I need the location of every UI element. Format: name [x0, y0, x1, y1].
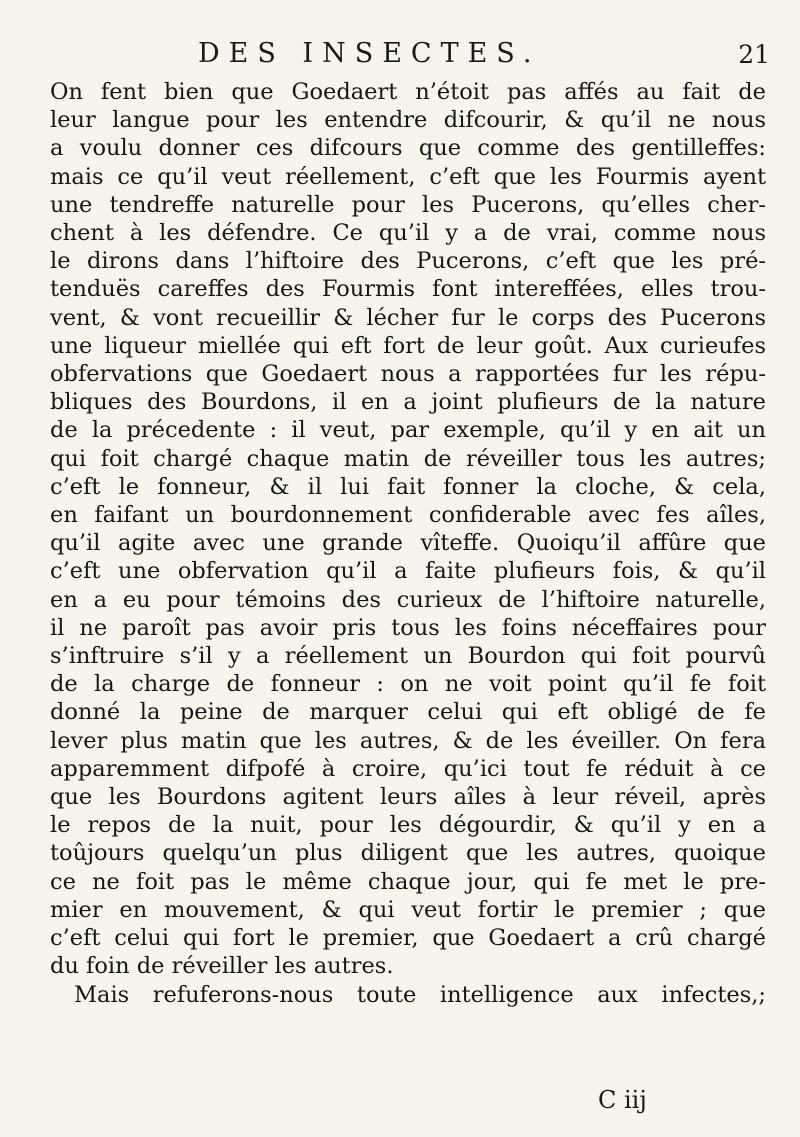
text-line: toûjours quelqu’un plus diligent que les autres, quoique	[50, 840, 766, 867]
page-number: 21	[738, 40, 770, 69]
text-line: c’eft une obfervation qu’il a faite plufieurs fois, & qu’il	[50, 558, 766, 585]
text-line: chent à les défendre. Ce qu’il y a de vrai, comme nous	[50, 220, 766, 247]
text-line: de la charge de fonneur : on ne voit point qu’il fe foit	[50, 671, 766, 698]
body-text	[50, 78, 766, 1009]
text-line: le repos de la nuit, pour les dégourdir, & qu’il y en a	[50, 812, 766, 839]
text-line: du foin de réveiller les autres.	[50, 953, 394, 980]
text-line: Mais refuferons-nous toute intelligence aux infectes,;	[74, 981, 766, 1008]
text-line: mier en mouvement, & qui veut fortir le premier ; que	[50, 896, 766, 923]
text-line: lever plus matin que les autres, & de les éveiller. On fera	[50, 727, 766, 754]
text-line: donné la peine de marquer celui qui eft obligé de fe	[50, 699, 766, 726]
text-line: c’eft celui qui fort le premier, que Goedaert a crû chargé	[50, 925, 766, 952]
text-line: a voulu donner ces difcours que comme des gentilleffes:	[50, 135, 766, 162]
signature-mark: C iij	[598, 1086, 647, 1114]
text-line: de la précedente : il veut, par exemple, qu’il y en ait un	[50, 417, 766, 444]
text-line: mais ce qu’il veut réellement, c’eft que les Fourmis ayent	[50, 163, 766, 190]
text-line: une tendreffe naturelle pour les Pucerons, qu’elles cher-	[50, 191, 766, 218]
text-line: en faifant un bourdonnement confiderable avec fes aîles,	[50, 502, 766, 529]
text-line: qui foit chargé chaque matin de réveiller tous les autres;	[50, 445, 766, 472]
text-line: que les Bourdons agitent leurs aîles à leur réveil, après	[50, 784, 766, 811]
text-line: tenduës careffes des Fourmis font intereffées, elles trou-	[50, 276, 766, 303]
text-line: c’eft le fonneur, & il lui fait fonner la cloche, & cela,	[50, 473, 766, 500]
text-line: ce ne foit pas le même chaque jour, qui fe met le pre-	[50, 868, 766, 895]
text-line: apparemment difpofé à croire, qu’ici tout fe réduit à ce	[50, 755, 766, 782]
text-line: qu’il agite avec une grande vîteffe. Quoiqu’il affûre que	[50, 530, 766, 557]
text-line: une liqueur miellée qui eft fort de leur goût. Aux curieufes	[50, 332, 766, 359]
text-line: s’inftruire s’il y a réellement un Bourdon qui foit pourvû	[50, 643, 766, 670]
text-line: On fent bien que Goedaert n’étoit pas affés au fait de	[50, 79, 766, 105]
page-header	[190, 38, 770, 78]
text-line: obfervations que Goedaert nous a rapportées fur les répu-	[50, 361, 766, 388]
running-title: DES INSECTES.	[198, 38, 541, 69]
text-line: leur langue pour les entendre difcourir, & qu’il ne nous	[50, 107, 766, 134]
text-line: en a eu pour témoins des curieux de l’hiftoire naturelle,	[50, 586, 766, 613]
text-line: bliques des Bourdons, il en a joint plufieurs de la nature	[50, 389, 766, 416]
text-line: il ne paroît pas avoir pris tous les foins néceffaires pour	[50, 614, 766, 641]
text-line: le dirons dans l’hiftoire des Pucerons, c’eft que les pré-	[50, 248, 766, 275]
text-line: vent, & vont recueillir & lécher fur le corps des Pucerons	[50, 304, 766, 331]
